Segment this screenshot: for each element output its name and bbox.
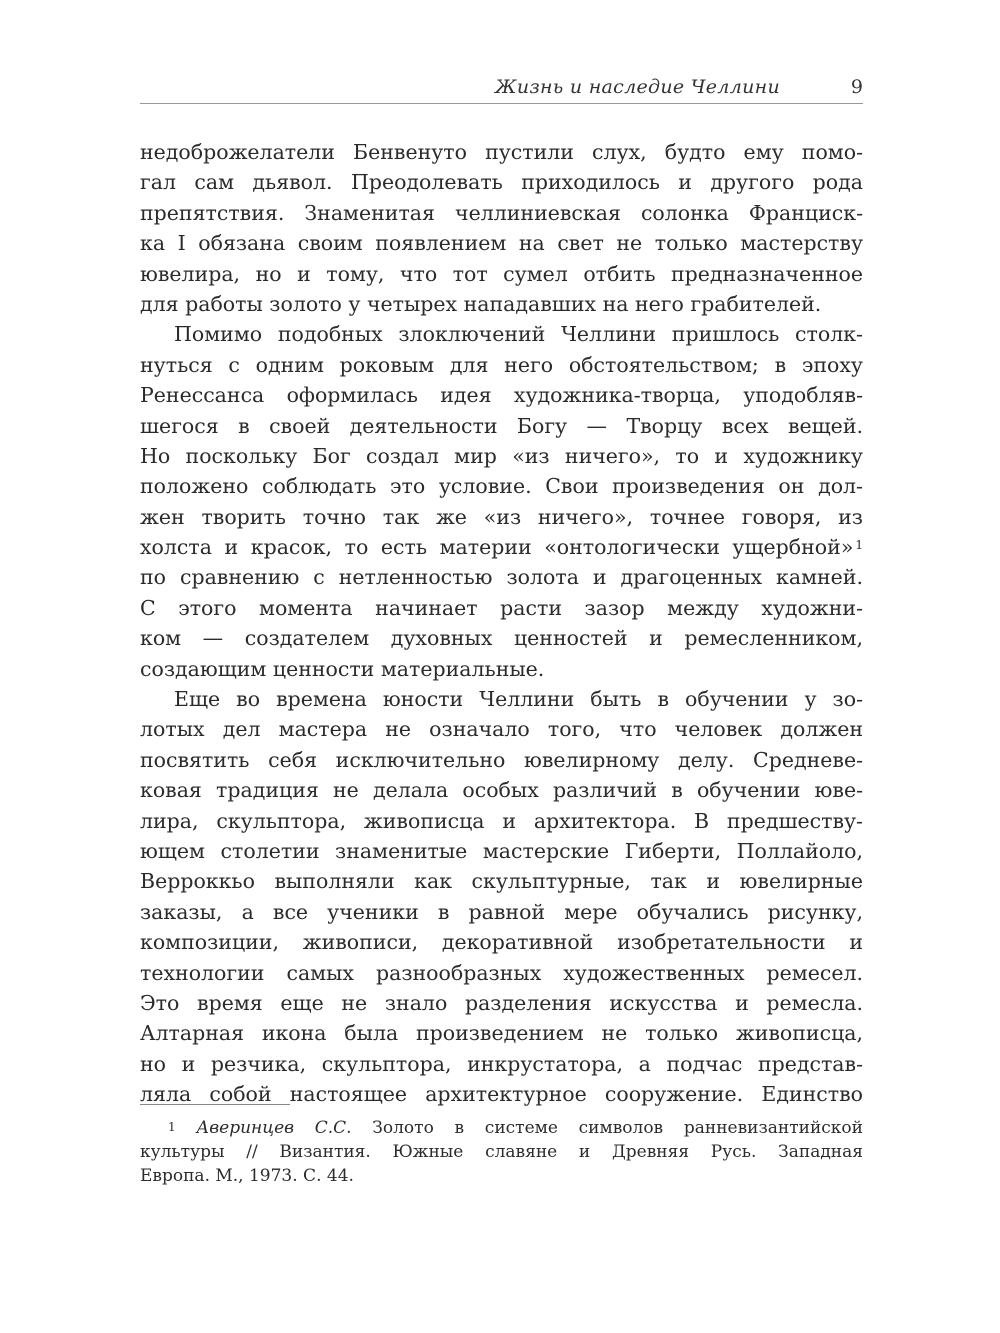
- text-line: ковая традиция не делала особых различий в обучении юве-: [140, 778, 863, 803]
- footnote-line: [140, 1116, 863, 1140]
- page-number: 9: [850, 76, 863, 98]
- text-line: ка I обязана своим появлением на свет не только мастерству: [140, 231, 863, 256]
- text-line: Но поскольку Бог создал мир «из ничего», то и художнику: [140, 443, 863, 468]
- text-line: С этого момента начинает расти зазор между художни-: [140, 595, 863, 620]
- text-line: Это время еще не знало разделения искусства и ремесла.: [140, 990, 863, 1015]
- text-line: Еще во времена юности Челлини быть в обучении у зо-: [174, 687, 863, 712]
- text-line: лира, скульптора, живописца и архитектора. В предшеству-: [140, 808, 863, 833]
- running-title: Жизнь и наследие Челлини: [495, 76, 780, 98]
- body-text: [140, 137, 863, 1110]
- text-line: шегося в своей деятельности Богу — Творцу всех вещей.: [140, 413, 863, 438]
- text-line: технологии самых разнообразных художественных ремесел.: [140, 960, 863, 985]
- text-line: положено соблюдать это условие. Свои произведения он дол-: [140, 474, 863, 499]
- text-line: по сравнению с нетленностью золота и драгоценных камней.: [140, 565, 863, 590]
- footnote-text: Золото в системе символов ранневизантийской: [372, 1118, 863, 1138]
- text-line: ляла собой настоящее архитектурное сооружение. Единство: [140, 1082, 863, 1107]
- text-line-with-footnote-ref: [140, 532, 863, 562]
- header-rule: [140, 103, 863, 104]
- text-line: гал сам дьявол. Преодолевать приходилось и другого рода: [140, 170, 863, 195]
- footnote: [140, 1116, 863, 1188]
- footnote-author: Аверинцев С.С.: [196, 1118, 352, 1138]
- text-line: для работы золото у четырех нападавших на него грабителей.: [140, 291, 822, 316]
- footnote-line: Европа. М., 1973. С. 44.: [140, 1166, 354, 1186]
- paragraph-1: [140, 137, 863, 319]
- paragraph-3: [140, 684, 863, 1109]
- footnote-rule: [140, 1104, 290, 1105]
- text-line: посвятить себя исключительно ювелирному делу. Средневе-: [140, 747, 863, 772]
- text-line: ющем столетии знаменитые мастерские Гиберти, Поллайоло,: [140, 838, 863, 863]
- text-line: Ренессанса оформилась идея художника-творца, уподобляв-: [140, 383, 863, 408]
- footnote-line: культуры // Византия. Южные славяне и Древняя Русь. Западная: [140, 1142, 863, 1162]
- running-head: [140, 72, 863, 102]
- text-line: Верроккьо выполняли как скульптурные, так и ювелирные: [140, 869, 863, 894]
- footnote-number: 1: [168, 1120, 176, 1134]
- text-line: ком — создателем духовных ценностей и ремесленником,: [140, 626, 863, 651]
- text-line: Помимо подобных злоключений Челлини пришлось столк-: [174, 322, 863, 347]
- text-line: Алтарная икона была произведением не только живописца,: [140, 1021, 863, 1046]
- footnote-reference[interactable]: 1: [855, 538, 863, 553]
- text-line: препятствия. Знаменитая челлиниевская солонка Франциск-: [140, 200, 863, 225]
- text-line: жен творить точно так же «из ничего», точнее говоря, из: [140, 504, 863, 529]
- text-line: но и резчика, скульптора, инкрустатора, а подчас представ-: [140, 1051, 863, 1076]
- paragraph-2: [140, 319, 863, 684]
- text-line: композиции, живописи, декоративной изобретательности и: [140, 930, 863, 955]
- text-line: создающим ценности материальные.: [140, 656, 545, 681]
- text-line: заказы, а все ученики в равной мере обучались рисунку,: [140, 899, 863, 924]
- text-line: ювелира, но и тому, что тот сумел отбить предназначенное: [140, 261, 863, 286]
- text-line: нуться с одним роковым для него обстоятельством; в эпоху: [140, 352, 863, 377]
- text-line: лотых дел мастера не означало того, что человек должен: [140, 717, 863, 742]
- text-line: недоброжелатели Бенвенуто пустили слух, будто ему помо-: [140, 140, 863, 164]
- text-line-content: холста и красок, то есть материи «онтологически ущербной»: [140, 535, 854, 560]
